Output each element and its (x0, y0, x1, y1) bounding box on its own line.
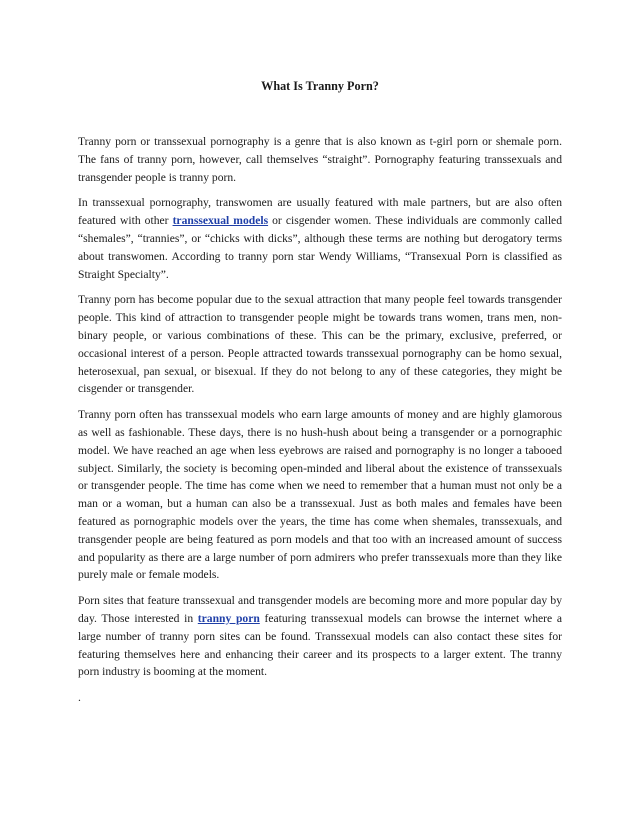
paragraph-2-text-before: In transsexual pornography, transwomen are usually featured with male partners, but are also often featured with other (78, 196, 562, 228)
tranny-porn-link[interactable]: tranny porn (197, 611, 260, 625)
paragraph-4 (78, 406, 562, 584)
paragraph-2 (78, 194, 562, 283)
paragraph-4-text: Tranny porn often has transsexual models who earn large amounts of money and are highly glamorous as well as fashionable. These days, there is no hush-hush about being a transgender or a pornographic model. We have reached an age when less eyebrows are raised and pornography is no longer a tabooed subject. Similarly, the society is becoming open-minded and liberal about the existence of transsexuals or transgender people. The time has come when we need to remember that a human must not only be a man or a woman, but a human can also be a transsexual. Just as both males and females have been featured as pornographic models over the years, the time has come when shemales, transsexuals, and transgender people are being featured as porn models and that too with an increased amount of success and popularity as there are a large number of porn admirers who prefer transsexuals more than they like purely male or female models. (78, 408, 562, 582)
document-title: What Is Tranny Porn? (261, 79, 379, 93)
document-body (78, 133, 562, 705)
paragraph-3-text: Tranny porn has become popular due to the sexual attraction that many people feel towards transgender people. This kind of attraction to transgender people might be towards trans women, trans men, non-binary people, or various combinations of these. This can be the primary, exclusive, preferred, or occasional interest of a person. People attracted towards transsexual pornography can be homo sexual, heterosexual, pan sexual, or bisexual. If they do not belong to any of these categories, they might be cisgender or transgender. (78, 293, 562, 396)
paragraph-1-text: Tranny porn or transsexual pornography is a genre that is also known as t-girl porn or shemale porn. The fans of tranny porn, however, call themselves “straight”. Pornography featuring transsexuals and transgender people is tranny porn. (78, 135, 562, 184)
paragraph-5-text-before: Porn sites that feature transsexual and transgender models are becoming more and more popular day by day. Those interested in (78, 594, 562, 625)
paragraph-1 (78, 133, 562, 186)
paragraph-3 (78, 291, 562, 398)
trailing-mark: . (78, 691, 81, 705)
paragraph-2-text-after: or cisgender women. These individuals are commonly called “shemales”, “trannies”, or “chicks with dicks”, although these terms are nothing but derogatory terms about transwomen. According to tranny porn star Wendy Williams, “Transexual Porn is classified as Straight Specialty”. (78, 214, 562, 281)
paragraph-5 (78, 592, 562, 681)
transsexual-models-link[interactable]: transsexual models (172, 214, 269, 228)
paragraph-5-text-after: featuring transsexual models can browse the internet where a large number of tranny porn sites can be found. Transsexual models can also contact these sites for featuring themselves here and enhancing their career and its prospects to a larger extent. The tranny porn industry is booming at the moment. (78, 611, 562, 679)
